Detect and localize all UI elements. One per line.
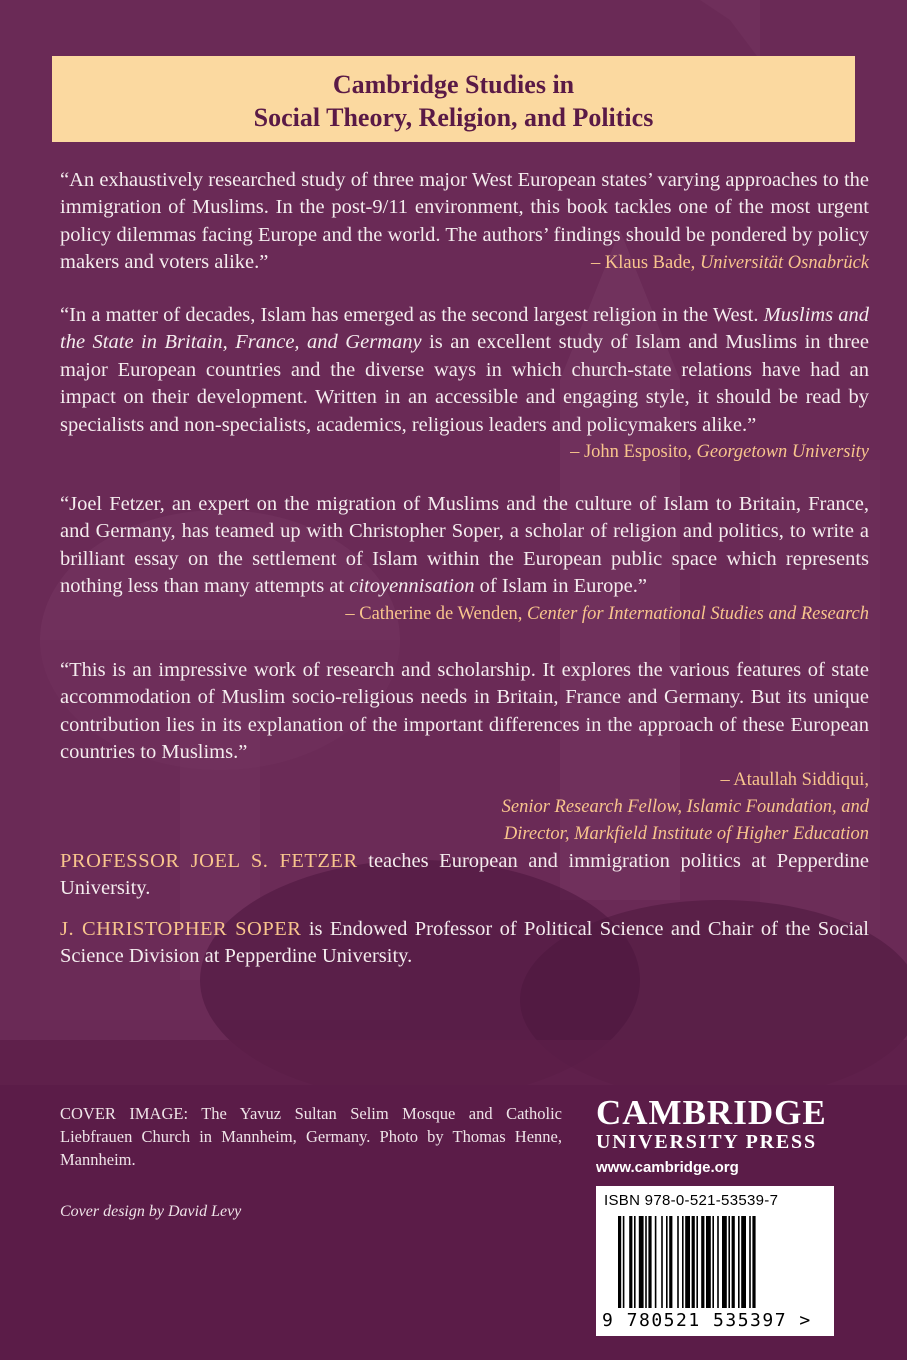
quote-text-part: “In a matter of decades, Islam has emerged as the second largest religion in the West. <box>60 304 759 326</box>
barcode-bar <box>692 1216 695 1308</box>
quote-text <box>60 491 869 601</box>
cover-image-label: COVER IMAGE: <box>60 1104 189 1123</box>
quote-affiliation: Universität Osnabrück <box>699 252 869 273</box>
barcode-bar <box>639 1216 644 1308</box>
barcode-bar <box>749 1216 751 1308</box>
book-title: Muslims and the State in Britain, France, and Germany <box>60 304 870 354</box>
quote-author: – Catherine de Wenden, <box>345 603 523 624</box>
author-bio-text: teaches European and immigration politics at Pepperdine University. <box>60 850 870 900</box>
barcode-bar <box>706 1216 711 1308</box>
barcode-bar <box>666 1216 668 1308</box>
barcode-bar <box>645 1216 647 1308</box>
barcode-bar <box>682 1216 684 1308</box>
barcode-bar <box>752 1216 755 1308</box>
publisher-name: CAMBRIDGE <box>596 1093 827 1132</box>
quote-text: “An exhaustively researched study of three major West European states’ varying approaches to the immigration of Muslims. In the post-9/11 environment, this book tackles one of the most urgent policy dilemmas facing Europe and the world. The authors’ findings should be pondered by policy makers and voters alike.” <box>60 169 869 274</box>
barcode-bar <box>741 1216 746 1308</box>
quote-text-part: “Joel Fetzer, an expert on the migration of Muslims and the culture of Islam to Britain, France, and Germany, has teamed up with Christopher Soper, a scholar of religion and politics, to write a brilliant essay on the settlement of Islam within the European public space which represents nothing less than many attempts at <box>60 493 869 598</box>
barcode-bar <box>701 1216 704 1308</box>
barcode-bar <box>696 1216 698 1308</box>
barcode-bar <box>629 1216 632 1308</box>
publisher-logo <box>596 1095 836 1176</box>
isbn-number: 9 780521 535397 > <box>602 1310 812 1331</box>
barcode-bar <box>661 1216 663 1308</box>
quote-text-part: of Islam in Europe.” <box>479 575 647 598</box>
quote-text-part: is an excellent study of Islam and Muslims in three major European countries and the diverse ways in which church-state relations have had an impact on their development. Written in an accessible and engaging style, it should be read by specialists and non-specialists, academics, religious leaders and policymakers alike.” <box>60 331 869 436</box>
quote-author: – Klaus Bade, <box>591 252 696 273</box>
barcode-bar <box>685 1216 690 1308</box>
barcode-bar <box>618 1216 621 1308</box>
barcode-bar <box>738 1216 740 1308</box>
author-bio-fetzer <box>60 848 869 903</box>
isbn-barcode <box>596 1186 834 1336</box>
quote-attribution <box>60 601 869 628</box>
series-title-line-1: Cambridge Studies in <box>332 70 575 99</box>
series-title-line-2: Social Theory, Religion, and Politics <box>253 103 654 132</box>
barcode-bar <box>728 1216 730 1308</box>
barcode-bar <box>669 1216 672 1308</box>
quote-attribution <box>60 439 869 466</box>
publisher-subtitle: UNIVERSITY PRESS <box>596 1131 817 1153</box>
barcode-bar <box>732 1216 735 1308</box>
cover-image-credit <box>60 1102 562 1171</box>
author-name: J. CHRISTOPHER SOPER <box>60 918 302 940</box>
endorsement-quote-1 <box>60 167 869 277</box>
author-bio-text: is Endowed Professor of Political Science and Chair of the Social Science Division at Pepperdine University. <box>60 918 869 968</box>
quote-text <box>60 302 869 439</box>
quote-affiliation: Center for International Studies and Research <box>526 603 869 624</box>
quote-affiliation: Georgetown University <box>696 442 869 463</box>
endorsement-quote-2 <box>60 302 869 466</box>
isbn-label: ISBN 978-0-521-53539-7 <box>604 1192 779 1209</box>
barcode-bar <box>655 1216 657 1308</box>
quote-author: – John Esposito, <box>570 442 692 463</box>
author-bio-soper <box>60 916 869 971</box>
barcode-bar <box>623 1216 625 1308</box>
quote-text: “This is an impressive work of research and scholarship. It explores the various features of state accommodation of Muslim socio-religious needs in Britain, France and Germany. But its unique contribution lies in its explanation of the important differences in the approach of these European countries to Muslims.” <box>60 659 869 764</box>
quote-attribution <box>60 767 869 848</box>
barcode-bar <box>722 1216 727 1308</box>
quote-author: – Ataullah Siddiqui, <box>720 769 869 790</box>
barcode-bar <box>634 1216 636 1308</box>
quote-affiliation: Director, Markfield Institute of Higher Education <box>503 823 869 844</box>
barcode-bar <box>648 1216 651 1308</box>
cover-design-credit: Cover design by David Levy <box>60 1203 242 1220</box>
quote-term: citoyennisation <box>349 575 475 598</box>
author-name: PROFESSOR JOEL S. FETZER <box>60 850 358 872</box>
publisher-url: www.cambridge.org <box>596 1159 739 1176</box>
barcode-bar <box>677 1216 679 1308</box>
barcode-bar <box>712 1216 714 1308</box>
cover-image-text: The Yavuz Sultan Selim Mosque and Catholic Liebfrauen Church in Mannheim, Germany. Photo by Thomas Henne, Mannheim. <box>60 1104 562 1169</box>
series-banner <box>52 56 855 142</box>
quote-affiliation: Senior Research Fellow, Islamic Foundation, and <box>501 796 869 817</box>
endorsement-quote-4 <box>60 657 869 848</box>
endorsement-quote-3 <box>60 491 869 628</box>
barcode-bar <box>717 1216 719 1308</box>
